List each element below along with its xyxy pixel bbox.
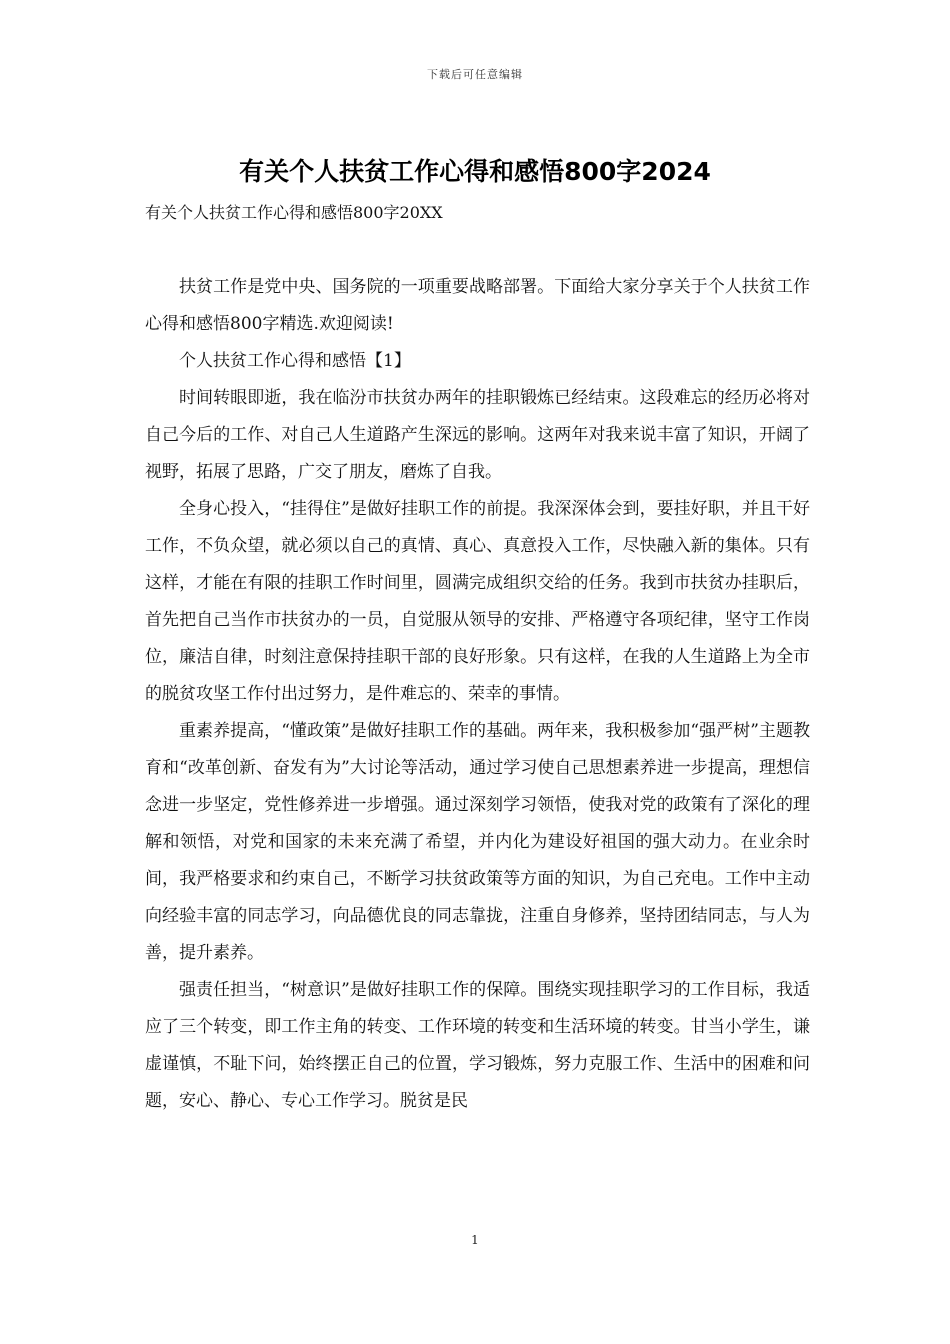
document-body	[145, 269, 810, 1120]
body-paragraph: 重素养提高，“懂政策”是做好挂职工作的基础。两年来，我积极参加“强严树”主题教育和“改革创新、奋发有为”大讨论等活动，通过学习使自己思想素养进一步提高，理想信念进一步坚定，党性修养进一步增强。通过深刻学习领悟，使我对党的政策有了深化的理解和领悟，对党和国家的未来充满了希望，并内化为建设好祖国的强大动力。在业余时间，我严格要求和约束自己，不断学习扶贫政策等方面的知识，为自己充电。工作中主动向经验丰富的同志学习，向品德优良的同志靠拢，注重自身修养，坚持团结同志，与人为善，提升素养。	[145, 721, 810, 963]
section-heading: 个人扶贫工作心得和感悟【1】	[179, 351, 411, 371]
document-title: 有关个人扶贫工作心得和感悟800字2024	[239, 157, 711, 186]
body-paragraph: 时间转眼即逝，我在临汾市扶贫办两年的挂职锻炼已经结束。这段难忘的经历必将对自己今后的工作、对自己人生道路产生深远的影响。这两年对我来说丰富了知识，开阔了视野，拓展了思路，广交了朋友，磨炼了自我。	[145, 388, 810, 482]
intro-paragraph: 扶贫工作是党中央、国务院的一项重要战略部署。下面给大家分享关于个人扶贫工作心得和感悟800字精选.欢迎阅读!	[145, 277, 810, 334]
header-note: 下载后可任意编辑	[427, 68, 523, 81]
body-paragraph: 全身心投入，“挂得住”是做好挂职工作的前提。我深深体会到，要挂好职，并且干好工作，不负众望，就必须以自己的真情、真心、真意投入工作，尽快融入新的集体。只有这样，才能在有限的挂职工作时间里，圆满完成组织交给的任务。我到市扶贫办挂职后，首先把自己当作市扶贫办的一员，自觉服从领导的安排、严格遵守各项纪律，坚守工作岗位，廉洁自律，时刻注意保持挂职干部的良好形象。只有这样，在我的人生道路上为全市的脱贫攻坚工作付出过努力，是件难忘的、荣幸的事情。	[145, 499, 810, 704]
document-subtitle: 有关个人扶贫工作心得和感悟800字20XX	[145, 203, 443, 222]
body-paragraph: 强责任担当，“树意识”是做好挂职工作的保障。围绕实现挂职学习的工作目标，我适应了三个转变，即工作主角的转变、工作环境的转变和生活环境的转变。甘当小学生，谦虚谨慎，不耻下问，始终摆正自己的位置，学习锻炼，努力克服工作、生活中的困难和问题，安心、静心、专心工作学习。脱贫是民	[145, 980, 810, 1111]
page-number: 1	[471, 1233, 479, 1247]
